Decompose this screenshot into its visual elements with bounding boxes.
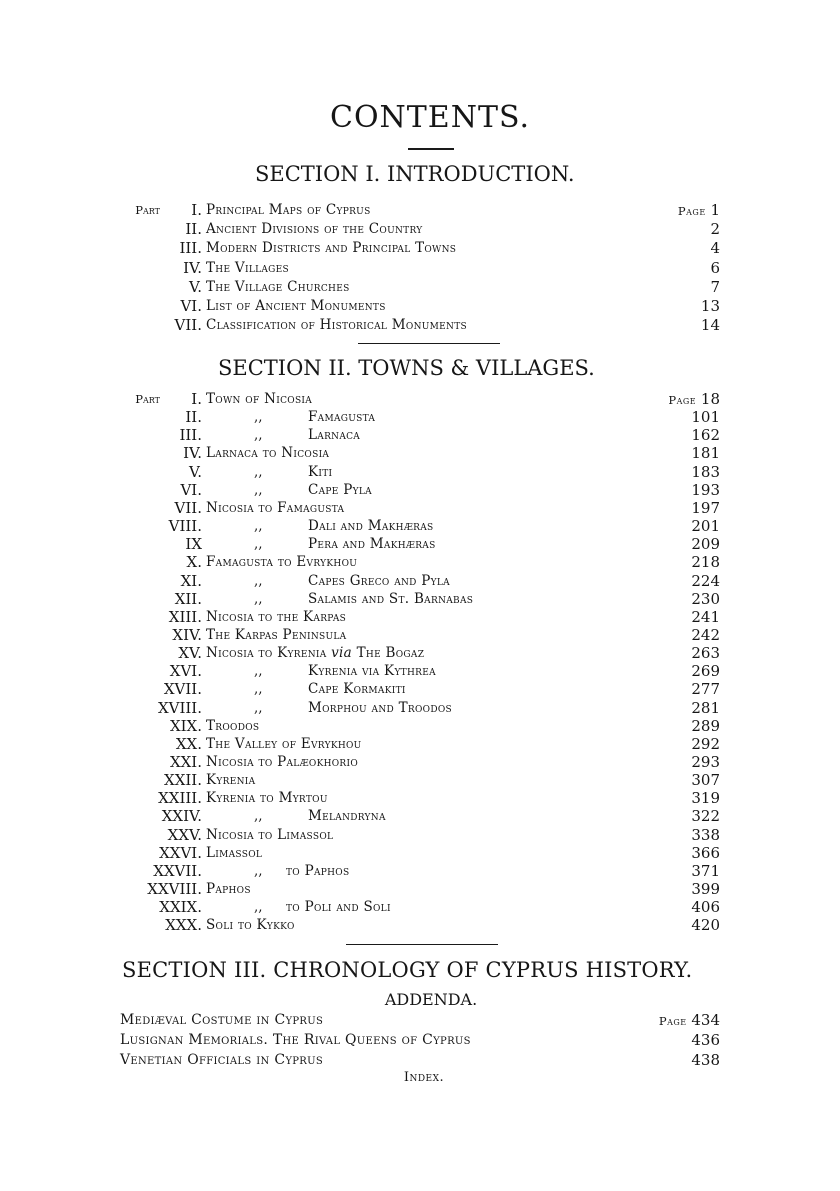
ditto-mark: ,, [254,572,263,589]
ditto-mark: ,, [254,481,263,498]
page-number [710,278,720,297]
entry-title [308,662,436,681]
part-number: XIX. [169,716,202,735]
part-number: V. [189,277,202,296]
page-number [701,297,720,316]
part-number: XIII. [168,607,202,626]
part-number: X. [186,553,202,572]
part-number: XXVI. [159,843,202,862]
page-value: 162 [691,426,720,445]
ditto-mark: ,, [254,536,263,553]
page-number [691,717,720,736]
entry-title: Larnaca [308,427,361,444]
addenda-heading: ADDENDA. [384,990,478,1009]
entry-title: Famagusta [308,409,376,426]
page-number [691,753,720,772]
entry-title: Ancient Divisions of the Country [206,221,423,238]
page-number [691,626,720,645]
part-label: Part [135,392,160,406]
page-number [691,481,720,500]
toc-entry [120,297,720,316]
entry-title: Nicosia to Limassol [206,826,334,843]
addenda-title: Lusignan Memorials. The Rival Queens of Cyprus [120,1032,471,1048]
ditto-mark: ,, [254,427,263,444]
page-value: 4 [710,239,720,258]
entry-title-part: Kyrenia [308,663,362,680]
page-value: 181 [691,444,720,463]
part-number: XI. [180,571,202,590]
entry-title: Melandryna [308,808,386,825]
toc-entry [120,517,720,536]
toc-entry [120,753,720,772]
toc-entry [120,662,720,681]
page-number [691,553,720,572]
toc-entry [120,626,720,645]
part-number: XXX. [165,916,202,935]
entry-title: The Villages [206,259,289,276]
index-label: Index. [403,1070,445,1085]
ditto-mark: ,, [254,808,263,825]
page-value: 242 [691,625,720,644]
page-number [691,426,720,445]
part-number: II. [185,408,202,427]
part-number: XIV. [172,625,202,644]
page-value: 224 [691,571,720,590]
page-number [691,662,720,681]
title-rule [408,148,454,150]
page-number [691,590,720,609]
entry-title-italic: via [362,663,380,680]
page-number [691,517,720,536]
entry-title: Salamis and St. Barnabas [308,590,474,607]
entry-title: Kyrenia to Myrtou [206,790,328,807]
entry-title: List of Ancient Monuments [206,298,386,314]
page-value: 13 [700,297,720,315]
part-number: XXIV. [161,807,202,826]
entry-title: Larnaca to Nicosia [206,445,330,462]
entry-title: Classification of Historical Monuments [206,317,467,334]
page-value: 338 [691,825,720,844]
toc-entry [120,590,720,609]
page-value: 201 [691,517,720,536]
toc-entry [120,826,720,845]
part-number: XXII. [164,771,202,790]
page-value: 6 [710,258,720,277]
ditto-mark: ,, [254,899,263,916]
page-value: 371 [691,861,720,880]
part-number: III. [179,426,202,445]
page-number [678,201,720,221]
part-number: VI. [180,297,202,315]
ditto-mark: ,, [254,590,263,607]
page-label: Page [677,204,706,218]
entry-title: The Village Churches [206,278,350,295]
part-number: VIII. [168,517,202,536]
page-number [691,499,720,518]
toc-entry [120,608,720,627]
ditto-mark: ,, [254,862,263,879]
toc-entry [120,426,720,445]
entry-title: The Valley of Evrykhou [206,735,362,752]
page-number [691,826,720,845]
page-number [701,316,720,335]
part-number: I. [191,390,202,408]
entry-title: Cape Pyla [308,481,372,498]
page-number [659,1010,720,1031]
toc-entry [120,463,720,482]
entry-title-italic: via [331,645,353,662]
entry-title: Pera and Makhæras [308,536,436,553]
page-label: Page [668,393,697,407]
page-number [691,844,720,863]
page-number [691,880,720,899]
page-number [691,735,720,754]
page-value: 277 [691,680,720,699]
page-value: 1 [710,201,720,219]
addenda-title: Mediæval Costume in Cyprus [120,1012,324,1028]
part-number: XVIII. [157,698,202,717]
page-value: 209 [691,535,720,554]
entry-title: Troodos [206,717,260,734]
entry-title [206,644,424,663]
toc-entry [120,680,720,699]
page-number [691,862,720,881]
entry-title-part: Nicosia to Kyrenia [206,645,332,662]
page-value: 14 [700,316,720,335]
page-value: 399 [691,880,720,899]
part-number: XII. [174,589,202,608]
page-value: 101 [691,408,720,427]
entry-title: Soli to Kykko [206,917,295,934]
part-number: III. [179,239,202,258]
page-number [691,572,720,591]
page-value: 436 [691,1031,720,1049]
page-value: 319 [691,789,720,808]
page-value: 230 [691,589,720,608]
entry-title: Kiti [308,463,333,480]
part-number: XXV. [167,825,202,844]
page-number [691,408,720,427]
page-value: 292 [691,734,720,753]
page-number [691,807,720,826]
page-number [691,1050,720,1070]
page-number [691,535,720,554]
entry-title: Town of Nicosia [206,391,313,407]
part-number: XXI. [169,753,202,771]
entry-title: Dali and Makhæras [308,518,434,535]
page-value: 406 [691,898,720,917]
page-value: 193 [691,480,720,499]
page-value: 197 [691,498,720,517]
section-1-heading: SECTION I. INTRODUCTION. [255,162,575,186]
addenda-entry [120,1050,720,1070]
toc-entry [120,644,720,663]
page-value: 2 [710,220,720,239]
entry-title: Morphou and Troodos [308,699,453,716]
ditto-mark: ,, [254,699,263,716]
page-value: 307 [691,771,720,790]
page-number [691,608,720,627]
entry-title-part: Kythrea [379,663,436,680]
part-number: XXIX. [159,898,202,917]
part-number: XVII. [163,680,202,699]
part-number: II. [185,220,202,239]
toc-entry [120,898,720,917]
addenda-entry [120,1010,720,1030]
section-2-heading: SECTION II. TOWNS & VILLAGES. [218,356,595,380]
page-value: 293 [691,753,720,771]
section-2-rule [346,944,498,945]
toc-entry [120,220,720,239]
entry-title: Kyrenia [206,772,256,789]
toc-entry [120,239,720,258]
part-number: IV. [183,444,202,463]
page-value: 218 [691,553,720,572]
part-number: VI. [180,480,202,499]
ditto-mark: ,, [254,681,263,698]
entry-title: Cape Kormakiti [308,681,406,698]
part-number: XXIII. [158,789,202,808]
toc-entry [120,771,720,790]
entry-title: Nicosia to Famagusta [206,499,345,516]
page-value: 18 [700,390,720,408]
part-number: XXVIII. [147,880,202,899]
toc-entry [120,789,720,808]
page-number [710,220,720,239]
toc-entry [120,408,720,427]
page-value: 420 [691,916,720,935]
toc-entry [120,862,720,881]
page-number [691,444,720,463]
page-number [710,239,720,258]
page-value: 434 [691,1011,720,1029]
entry-title: The Karpas Peninsula [206,626,347,643]
toc-entry [120,699,720,718]
addenda-entry [120,1030,720,1050]
page-number [691,644,720,663]
ditto-mark: ,, [254,518,263,535]
part-number: XXVII. [153,861,202,880]
page-number [691,699,720,718]
part-number: VII. [174,498,202,517]
page-value: 438 [691,1051,720,1069]
part-number: V. [189,462,202,481]
part-label: Part [135,203,160,217]
page-value: 289 [691,716,720,735]
page-value: 281 [691,698,720,717]
page-number [668,390,720,410]
toc-entry [120,535,720,554]
page-number [691,771,720,790]
part-number: I. [191,201,202,219]
page-label: Page [658,1014,687,1028]
page-number [710,259,720,278]
toc-entry [120,278,720,297]
toc-entry [120,572,720,591]
entry-title: Nicosia to the Karpas [206,608,347,625]
part-number: XV. [178,644,202,663]
page-value: 269 [691,662,720,681]
addenda-title: Venetian Officials in Cyprus [120,1052,323,1068]
page-number [691,789,720,808]
toc-entry [120,553,720,572]
toc-entry [120,499,720,518]
page-value: 263 [691,644,720,663]
part-number: VII. [174,316,202,335]
toc-entry [120,316,720,335]
page-number [691,898,720,917]
section-1-rule [358,343,500,344]
toc-entry [120,444,720,463]
toc-entry [120,916,720,935]
entry-title: to Paphos [286,862,350,879]
entry-title: Capes Greco and Pyla [308,572,450,589]
page-value: 7 [710,277,720,296]
toc-entry [120,807,720,826]
toc-entry [120,481,720,500]
entry-title: Limassol [206,844,263,861]
part-number: IX [185,535,202,554]
entry-title: Principal Maps of Cyprus [206,202,371,218]
page-number [691,916,720,935]
entry-title-part: The Bogaz [352,645,425,662]
toc-entry [120,717,720,736]
page-number [691,680,720,699]
entry-title: to Poli and Soli [286,899,391,916]
part-number: XVI. [169,662,202,681]
page-value: 366 [691,843,720,862]
entry-title: Modern Districts and Principal Towns [206,240,457,257]
ditto-mark: ,, [254,463,263,480]
toc-entry [120,259,720,278]
section-3-heading: SECTION III. CHRONOLOGY OF CYPRUS HISTORY. [122,958,693,982]
toc-entry [120,201,720,220]
entry-title: Nicosia to Palæokhorio [206,754,359,770]
ditto-mark: ,, [254,663,263,680]
page-value: 183 [691,462,720,481]
toc-entry [120,735,720,754]
ditto-mark: ,, [254,409,263,426]
page-number [691,463,720,482]
toc-entry [120,390,720,409]
entry-title: Famagusta to Evrykhou [206,554,358,571]
entry-title: Paphos [206,881,251,898]
page-number [691,1030,720,1050]
toc-entry [120,844,720,863]
page-value: 241 [691,607,720,626]
part-number: XX. [175,734,202,753]
toc-entry [120,880,720,899]
part-number: IV. [183,258,202,277]
page-title: CONTENTS. [330,100,530,135]
page-value: 322 [691,807,720,826]
